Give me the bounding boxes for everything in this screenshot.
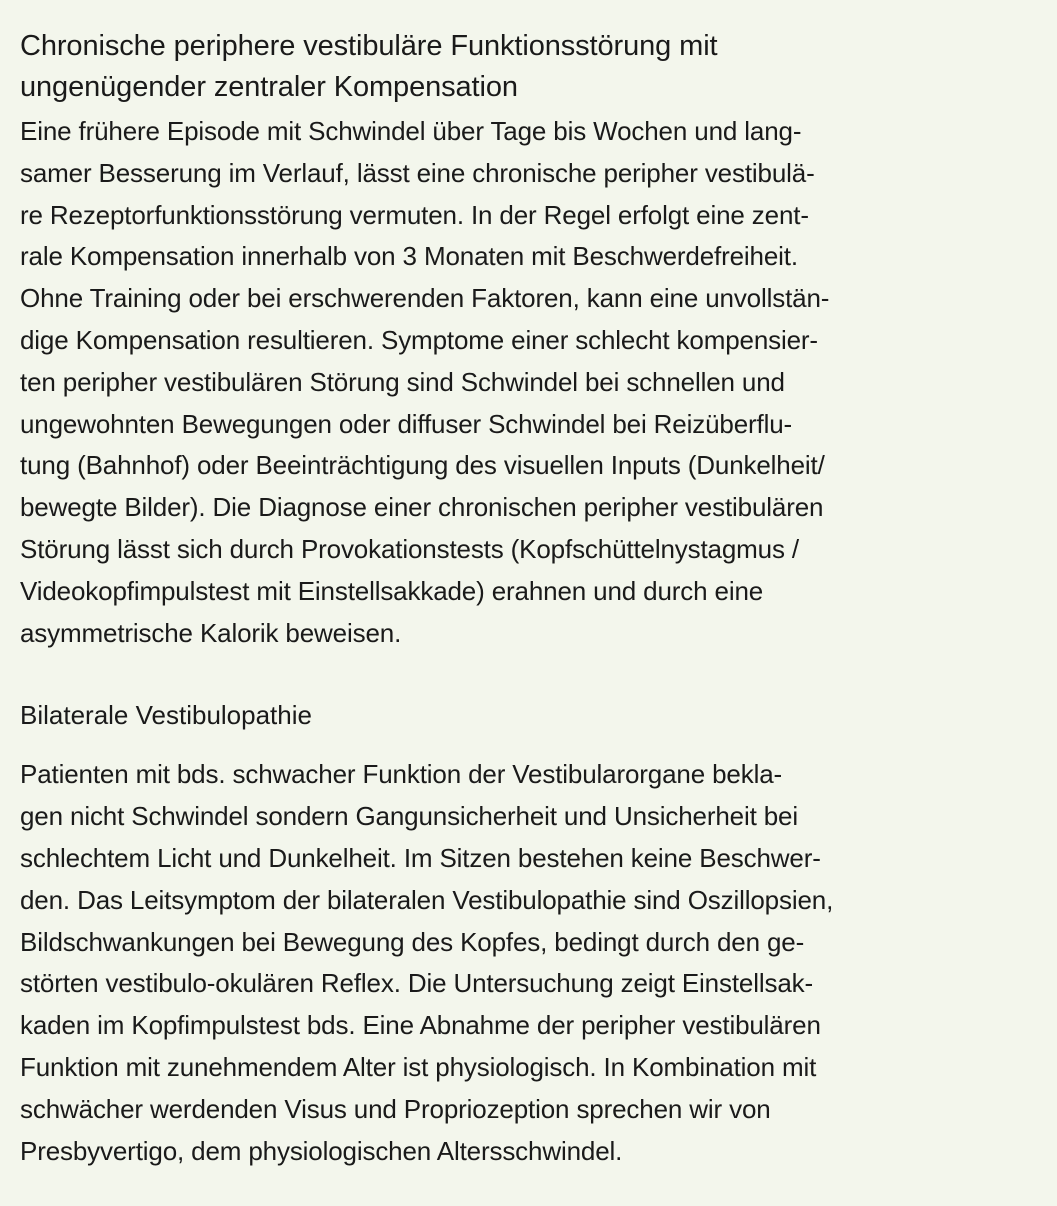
text-line: tung (Bahnhof) oder Beeinträchtigung des visuellen Inputs (Dunkelheit/ [20,450,825,481]
text-line: Bildschwankungen bei Bewegung des Kopfes, bedingt durch den ge- [20,926,805,957]
text-line: kaden im Kopfimpulstest bds. Eine Abnahme der peripher vestibulären [20,1010,821,1041]
text-line: samer Besserung im Verlauf, lässt eine chronische peripher vestibulä- [20,157,815,188]
text-line: Presbyvertigo, dem physiologischen Altersschwindel. [20,1135,623,1166]
text-line: Ohne Training oder bei erschwerenden Faktoren, kann eine unvollstän- [20,283,830,314]
paragraph-bilateral [20,754,1045,1172]
heading-line: ungenügender zentraler Kompensation [20,71,518,103]
section-heading-chronic [20,26,1045,108]
document-content [20,26,1045,1172]
text-line: Videokopfimpulstest mit Einstellsakkade) erahnen und durch eine [20,575,764,606]
text-line: Störung lässt sich durch Provokationstests (Kopfschüttelnystagmus / [20,533,799,564]
section-heading-bilateral: Bilaterale Vestibulopathie [20,700,312,731]
text-line: Patienten mit bds. schwacher Funktion der Vestibularorgane bekla- [20,759,783,790]
text-line: Eine frühere Episode mit Schwindel über Tage bis Wochen und lang- [20,116,802,146]
heading-line: Chronische periphere vestibuläre Funktionsstörung mit [20,30,718,62]
text-line: Funktion mit zunehmendem Alter ist physiologisch. In Kombination mit [20,1051,817,1082]
text-line: rale Kompensation innerhalb von 3 Monaten mit Beschwerdefreiheit. [20,241,798,272]
text-line: ungewohnten Bewegungen oder diffuser Schwindel bei Reizüberflu- [20,408,793,439]
paragraph-chronic [20,111,1045,654]
text-line: ten peripher vestibulären Störung sind Schwindel bei schnellen und [20,366,785,397]
text-line: gen nicht Schwindel sondern Gangunsicherheit und Unsicherheit bei [20,801,798,832]
text-line: schlechtem Licht und Dunkelheit. Im Sitzen bestehen keine Beschwer- [20,842,821,873]
text-line: dige Kompensation resultieren. Symptome einer schlecht kompensier- [20,324,818,355]
text-line: störten vestibulo-okulären Reflex. Die Untersuchung zeigt Einstellsak- [20,968,813,999]
text-line: schwächer werdenden Visus und Propriozeption sprechen wir von [20,1093,771,1124]
text-line: den. Das Leitsymptom der bilateralen Vestibulopathie sind Oszillopsien, [20,884,834,915]
text-line: re Rezeptorfunktionsstörung vermuten. In der Regel erfolgt eine zent- [20,199,809,230]
text-line: asymmetrische Kalorik beweisen. [20,617,402,648]
text-line: bewegte Bilder). Die Diagnose einer chronischen peripher vestibulären [20,492,824,523]
